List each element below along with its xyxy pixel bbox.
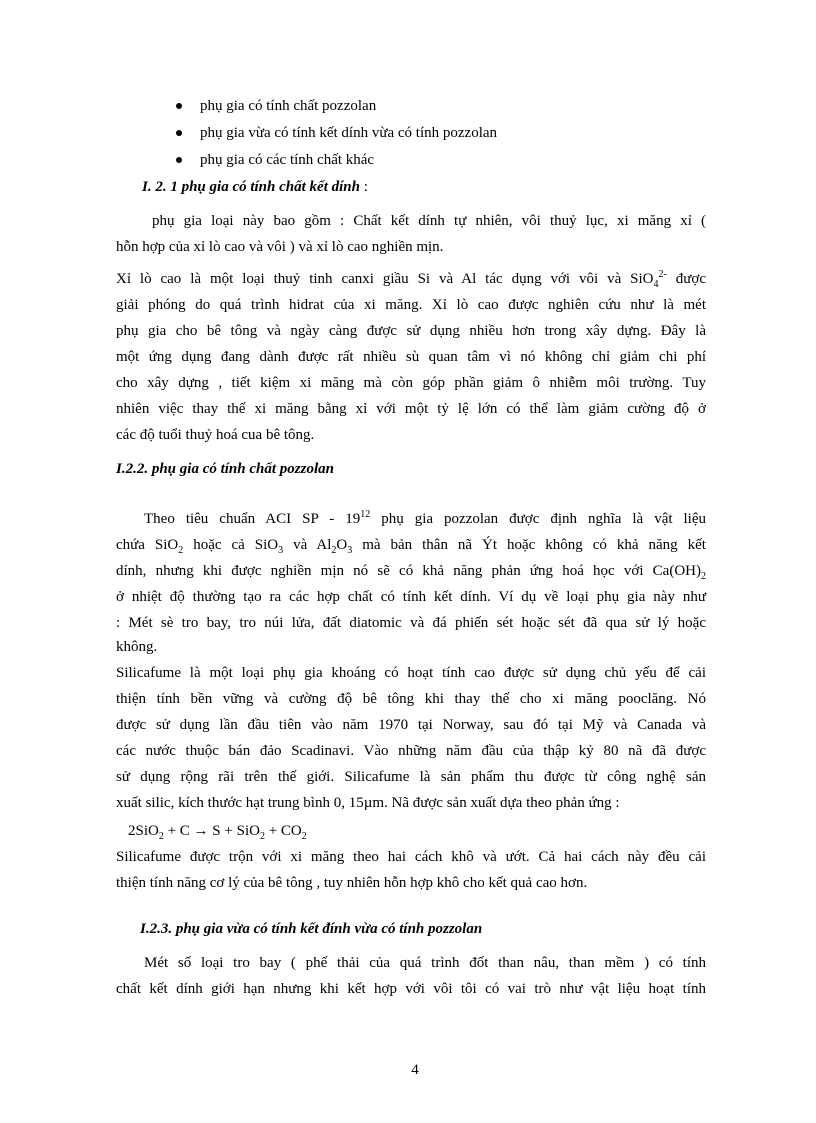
bullet-dot-icon — [176, 130, 182, 136]
paragraph-line: phụ gia cho bê tông và ngày càng được sử dụng nhiều hơn trong xây dựng. Đây là — [116, 323, 706, 339]
text-run: được — [666, 271, 706, 287]
paragraph-line: Mét số loại tro bay ( phế thải của quá trình đốt than nâu, than mềm ) có tính — [144, 955, 706, 971]
list-item: phụ gia có tính chất pozzolan — [200, 98, 377, 114]
text-run: Theo tiêu chuẩn ACI SP - 19 — [144, 511, 361, 527]
paragraph-line: được sử dụng lần đầu tiên vào năm 1970 tại Norway, sau đó tại Mỹ và Canada và — [116, 717, 706, 733]
list-item: phụ gia có các tính chất khác — [200, 152, 375, 168]
paragraph-line: sử dụng rộng rãi trên thế giới. Silicafume là sản phẩm thu được từ công nghệ sản — [116, 769, 706, 785]
text-run: 2SiO — [128, 823, 159, 839]
subscript: 2 — [331, 545, 337, 556]
paragraph-line — [116, 536, 706, 554]
superscript: 12 — [360, 509, 371, 520]
paragraph-line: thiện tính bền vững và cường độ bê tông khi thay thế cho xi măng pooclăng. Nó — [116, 691, 706, 707]
text-run: hoặc cả SiO — [183, 537, 279, 553]
paragraph-line — [116, 270, 706, 288]
paragraph-line: cho xây dựng , tiết kiệm xi măng mà còn góp phần giảm ô nhiễm môi trường. Tuy — [116, 375, 706, 391]
text-run: + C → S + SiO — [163, 823, 260, 839]
paragraph-line: : Mét sè tro bay, tro núi lửa, đất diatomic và đá phiến sét hoặc sét đã qua sử lý hoặc — [116, 615, 706, 631]
superscript: 2- — [658, 269, 667, 280]
paragraph-line: các độ tuổi thuỷ hoá cua bê tông. — [116, 427, 315, 443]
paragraph-line: các nước thuộc bán đảo Scadinavi. Vào những năm đầu của thập kỷ 80 nã đã được — [116, 743, 706, 759]
text-run: Xỉ lò cao là một loại thuỷ tinh canxi giầu Si và Al tác dụng với vôi và SiO — [116, 271, 654, 287]
paragraph-line: Silicafume được trộn với xi măng theo hai cách khô và ướt. Cả hai cách này đều cải — [116, 849, 706, 865]
bullet-dot-icon — [176, 103, 182, 109]
subscript: 2 — [178, 545, 184, 556]
heading-title: I. 2. 1 phụ gia có tính chất kết dính — [142, 179, 360, 195]
text-run: và Al — [283, 537, 332, 553]
subscript: 2 — [259, 831, 265, 842]
paragraph-line: phụ gia loại này bao gồm : Chất kết dính tự nhiên, vôi thuỷ lục, xi măng xỉ ( — [152, 213, 706, 229]
text-run: chứa SiO — [116, 537, 179, 553]
subscript: 3 — [278, 545, 284, 556]
subscript: 2 — [158, 831, 164, 842]
text-run: phụ gia pozzolan được định nghĩa là vật liệu — [370, 511, 706, 527]
text-run: O — [336, 537, 348, 553]
subscript: 3 — [347, 545, 353, 556]
paragraph-line: một ứng dụng đang dành được rất nhiều sù quan tâm vì nó không chỉ giảm chi phí — [116, 349, 706, 365]
paragraph-line — [116, 562, 706, 580]
paragraph-line: thiện tính năng cơ lý của bê tông , tuy nhiên hỗn hợp khô cho kết quả cao hơn. — [116, 875, 588, 891]
section-heading-1-2-1 — [142, 178, 368, 196]
text-run: + CO — [264, 823, 302, 839]
paragraph-line: nhiên việc thay thế xi măng bằng xỉ với một tỷ lệ lớn có thể làm giảm cường độ ở — [116, 401, 706, 417]
chemical-equation — [128, 822, 307, 840]
paragraph-line — [144, 510, 706, 528]
section-heading-1-2-3: I.2.3. phụ gia vừa có tính kết đính vừa có tính pozzolan — [140, 921, 483, 937]
subscript: 2 — [301, 831, 307, 842]
bullet-dot-icon — [176, 157, 182, 163]
page-number: 4 — [411, 1062, 419, 1078]
paragraph-line: ở nhiệt độ thường tạo ra các hợp chất có tính kết dính. Ví dụ về loại phụ gia này như — [116, 589, 706, 605]
subscript: 2 — [701, 571, 706, 582]
paragraph-line: hỗn hợp của xỉ lò cao và vôi ) và xỉ lò cao nghiền mịn. — [116, 239, 444, 255]
paragraph-line: Silicafume là một loại phụ gia khoáng có hoạt tính cao được sử dụng chủ yếu để cải — [116, 665, 706, 681]
subscript: 4 — [653, 279, 659, 290]
paragraph-line: không. — [116, 639, 158, 655]
heading-suffix: : — [359, 179, 368, 195]
list-item: phụ gia vừa có tính kết dính vừa có tính pozzolan — [200, 125, 498, 141]
paragraph-line: xuất silic, kích thước hạt trung bình 0, 15µm. Nã được sản xuất dựa theo phản ứng : — [116, 795, 620, 811]
paragraph-line: chất kết dính giới hạn nhưng khi kết hợp với vôi tôi có vai trò như vật liệu hoạt tính — [116, 981, 706, 997]
text-run: dính, nhưng khi được nghiền mịn nó sẽ có khả năng phản ứng hoá học với Ca(OH) — [116, 563, 701, 579]
paragraph-line: giải phóng do quá trình hidrat của xi măng. Xỉ lò cao được nghiên cứu như là mét — [116, 297, 706, 313]
text-run: mà bản thân nã Ýt hoặc không có khả năng kết — [352, 537, 706, 553]
section-heading-1-2-2: I.2.2. phụ gia có tính chất pozzolan — [116, 461, 334, 477]
